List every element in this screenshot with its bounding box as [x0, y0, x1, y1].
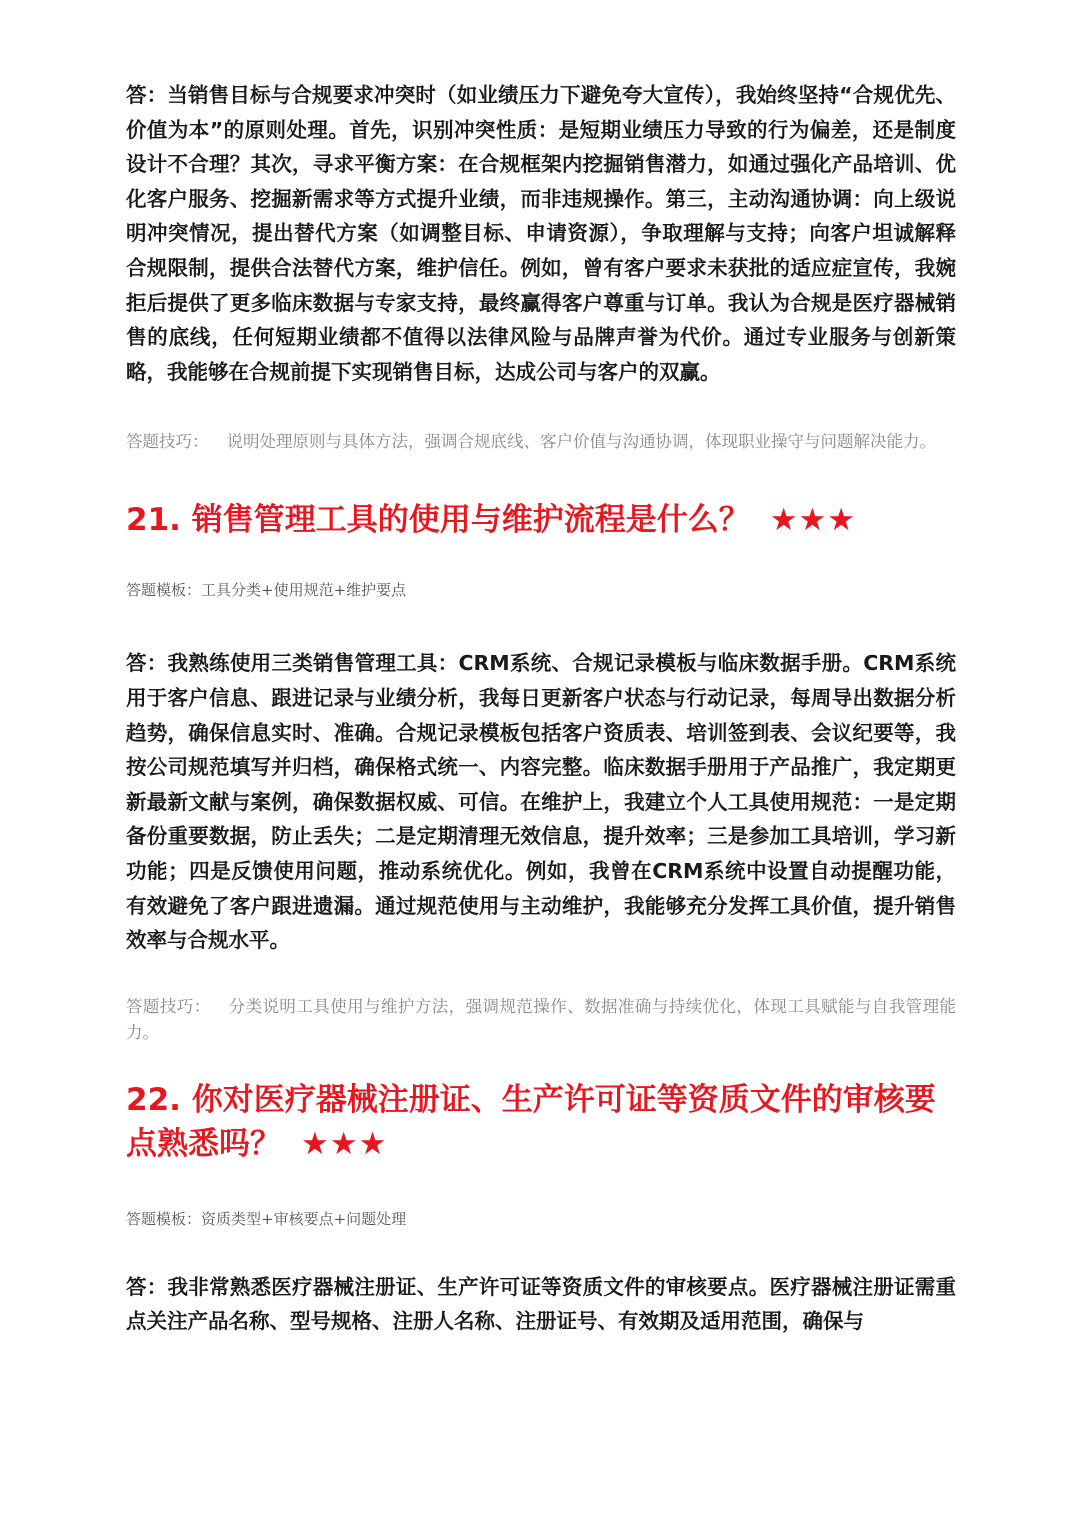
tip-label: 答题技巧：	[126, 432, 209, 452]
tip-label: 答题技巧：	[126, 996, 211, 1016]
document-page	[126, 78, 956, 1339]
question-21-title: 21. 销售管理工具的使用与维护流程是什么？	[126, 502, 750, 539]
answer-20: 答：当销售目标与合规要求冲突时（如业绩压力下避免夸大宣传），我始终坚持“合规优先、价值为本”的原则处理。首先，识别冲突性质：是短期业绩压力导致的行为偏差，还是制度设计不合理？其次，寻求平衡方案：在合规框架内挖掘销售潜力，如通过强化产品培训、优化客户服务、挖掘新需求等方式提升业绩，而非违规操作。第三，主动沟通协调：向上级说明冲突情况，提出替代方案（如调整目标、申请资源），争取理解与支持；向客户坦诚解释合规限制，提供合法替代方案，维护信任。例如，曾有客户要求未获批的适应症宣传，我婉拒后提供了更多临床数据与专家支持，最终赢得客户尊重与订单。我认为合规是医疗器械销售的底线，任何短期业绩都不值得以法律风险与品牌声誉为代价。通过专业服务与创新策略，我能够在合规前提下实现销售目标，达成公司与客户的双赢。	[126, 83, 956, 384]
tip-21	[126, 994, 956, 1046]
answer-template-22: 答题模板：资质类型+审核要点+问题处理	[126, 1209, 407, 1228]
question-21-heading	[126, 498, 956, 542]
difficulty-stars: ★★★	[301, 1125, 388, 1162]
tip-text: 分类说明工具使用与维护方法，强调规范操作、数据准确与持续优化，体现工具赋能与自我管理能力。	[126, 996, 957, 1042]
answer-22: 答：我非常熟悉医疗器械注册证、生产许可证等资质文件的审核要点。医疗器械注册证需重点关注产品名称、型号规格、注册人名称、注册证号、有效期及适用范围，确保与	[126, 1274, 956, 1334]
tip-text: 说明处理原则与具体方法，强调合规底线、客户价值与沟通协调，体现职业操守与问题解决能力。	[226, 432, 936, 452]
tip-20	[126, 429, 956, 455]
difficulty-stars: ★★★	[769, 502, 857, 539]
answer-template-21: 答题模板：工具分类+使用规范+维护要点	[126, 581, 407, 600]
answer-21: 答：我熟练使用三类销售管理工具：CRM系统、合规记录模板与临床数据手册。CRM系统用于客户信息、跟进记录与业绩分析，我每日更新客户状态与行动记录，每周导出数据分析趋势，确保信息实时、准确。合规记录模板包括客户资质表、培训签到表、会议纪要等，我按公司规范填写并归档，确保格式统一、内容完整。临床数据手册用于产品推广，我定期更新最新文献与案例，确保数据权威、可信。在维护上，我建立个人工具使用规范：一是定期备份重要数据，防止丢失；二是定期清理无效信息，提升效率；三是参加工具培训，学习新功能；四是反馈使用问题，推动系统优化。例如，我曾在CRM系统中设置自动提醒功能，有效避免了客户跟进遗漏。通过规范使用与主动维护，我能够充分发挥工具价值，提升销售效率与合规水平。	[126, 651, 956, 953]
question-22-heading	[126, 1078, 956, 1166]
question-22-title: 22. 你对医疗器械注册证、生产许可证等资质文件的审核要点熟悉吗？	[126, 1081, 936, 1162]
